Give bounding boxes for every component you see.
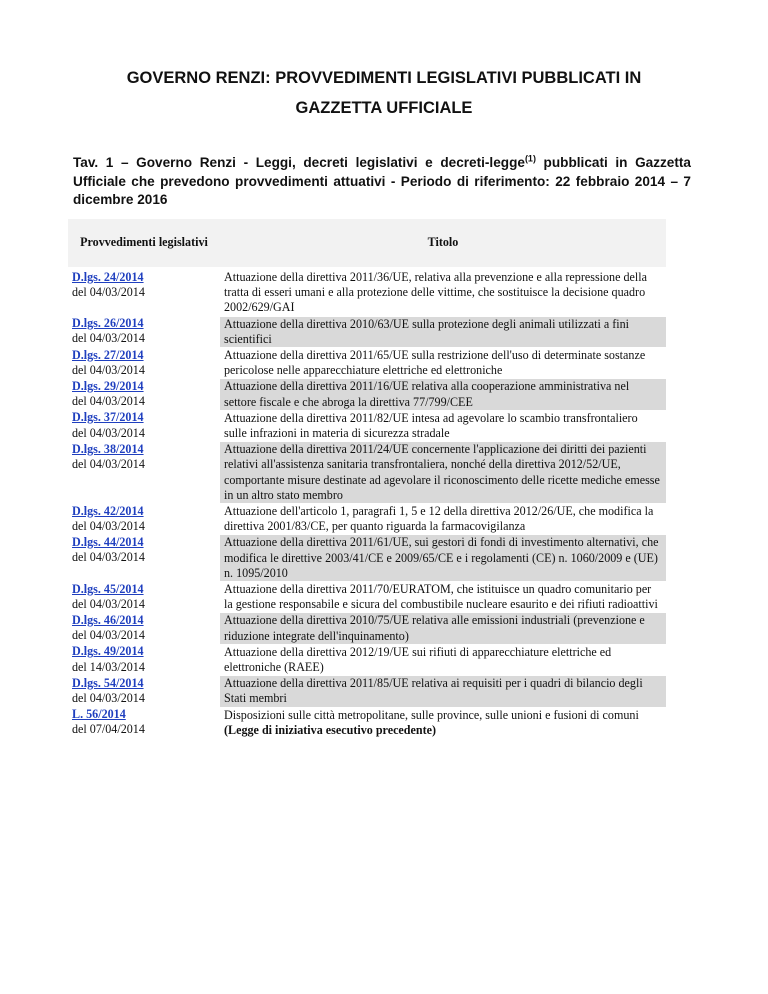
titolo-cell xyxy=(220,504,666,535)
titolo-cell xyxy=(220,535,666,582)
table-caption xyxy=(73,154,691,210)
provvedimento-cell xyxy=(68,442,220,504)
provvedimento-link[interactable]: D.lgs. 27/2014 xyxy=(72,347,144,362)
provvedimento-cell xyxy=(68,707,220,738)
caption-footnote-ref: (1) xyxy=(524,153,536,164)
titolo-cell xyxy=(220,613,666,644)
provvedimento-date: del 04/03/2014 xyxy=(72,456,145,471)
provvedimento-cell xyxy=(68,504,220,535)
titolo-cell xyxy=(220,269,666,317)
provvedimento-cell xyxy=(68,379,220,410)
provvedimento-cell xyxy=(68,269,220,317)
table-row xyxy=(68,676,666,707)
provvedimento-date: del 04/03/2014 xyxy=(72,425,145,440)
table-row xyxy=(68,504,666,535)
provvedimento-link[interactable]: D.lgs. 44/2014 xyxy=(72,534,144,549)
table-body xyxy=(68,269,666,739)
titolo-text: Attuazione della direttiva 2011/65/UE sulla restrizione dell'uso di determinate sostanze pericolose nelle apparecchiature elettriche ed elettroniche xyxy=(224,348,646,378)
titolo-cell xyxy=(220,348,666,379)
table-row xyxy=(68,269,666,317)
provvedimenti-table xyxy=(68,219,666,739)
titolo-text: Attuazione della direttiva 2011/16/UE relativa alla cooperazione amministrativa nel settore fiscale e che abroga la direttiva 77/799/CEE xyxy=(224,379,630,409)
provvedimento-cell xyxy=(68,410,220,441)
provvedimento-cell xyxy=(68,535,220,582)
provvedimento-link[interactable]: D.lgs. 45/2014 xyxy=(72,581,144,596)
column-header-titolo: Titolo xyxy=(220,219,666,269)
titolo-text: Attuazione della direttiva 2010/63/UE sulla protezione degli animali utilizzati a fini scientifici xyxy=(224,316,630,346)
caption-text-1: Tav. 1 – Governo Renzi - Leggi, decreti legislativi e decreti-legge xyxy=(73,155,525,170)
provvedimento-date: del 04/03/2014 xyxy=(72,518,145,533)
provvedimento-date: del 07/04/2014 xyxy=(72,722,145,737)
provvedimento-date: del 04/03/2014 xyxy=(72,331,145,346)
column-header-provvedimenti: Provvedimenti legislativi xyxy=(68,219,220,269)
provvedimento-cell xyxy=(68,676,220,707)
titolo-text: Disposizioni sulle città metropolitane, sulle province, sulle unioni e fusioni di comuni xyxy=(224,707,639,722)
page-title xyxy=(60,63,708,123)
table-row xyxy=(68,535,666,582)
provvedimento-link[interactable]: D.lgs. 26/2014 xyxy=(72,316,144,331)
table-row xyxy=(68,582,666,613)
titolo-cell xyxy=(220,676,666,707)
titolo-cell xyxy=(220,379,666,410)
page-title-line-2: GAZZETTA UFFICIALE xyxy=(295,99,473,117)
titolo-text: Attuazione dell'articolo 1, paragrafi 1, 5 e 12 della direttiva 2012/26/UE, che modifica la direttiva 2001/83/CE, per quanto riguarda la farmacovigilanza xyxy=(224,504,654,534)
table-row xyxy=(68,442,666,504)
table-row xyxy=(68,348,666,379)
provvedimento-date: del 04/03/2014 xyxy=(72,550,145,565)
provvedimento-link[interactable]: D.lgs. 24/2014 xyxy=(72,270,144,284)
page-title-line-1: GOVERNO RENZI: PROVVEDIMENTI LEGISLATIVI PUBBLICATI IN xyxy=(126,69,642,87)
provvedimento-cell xyxy=(68,348,220,379)
titolo-text: Attuazione della direttiva 2011/82/UE intesa ad agevolare lo scambio transfrontaliero sulle infrazioni in materia di sicurezza stradale xyxy=(224,410,638,441)
table-row xyxy=(68,379,666,410)
titolo-cell xyxy=(220,644,666,675)
titolo-note: (Legge di iniziativa esecutivo precedente) xyxy=(224,722,437,737)
table-row xyxy=(68,707,666,738)
provvedimento-link[interactable]: D.lgs. 42/2014 xyxy=(72,503,144,518)
caption-text-2: pubblicati in Gazzetta Ufficiale che prevedono provvedimenti attuativi - Periodo di riferimento: 22 febbraio 2014 – 7 dicembre 2016 xyxy=(73,155,691,207)
titolo-cell xyxy=(220,410,666,441)
titolo-text: Attuazione della direttiva 2010/75/UE relativa alle emissioni industriali (prevenzione e riduzione integrate dell'inquinamento) xyxy=(224,613,645,643)
titolo-text: Attuazione della direttiva 2012/19/UE sui rifiuti di apparecchiature elettriche ed elettroniche (RAEE) xyxy=(224,644,612,675)
provvedimento-date: del 14/03/2014 xyxy=(72,659,145,674)
provvedimento-link[interactable]: D.lgs. 29/2014 xyxy=(72,378,144,393)
titolo-cell xyxy=(220,707,666,738)
provvedimento-cell xyxy=(68,644,220,675)
provvedimento-link[interactable]: D.lgs. 54/2014 xyxy=(72,675,144,690)
titolo-text: Attuazione della direttiva 2011/61/UE, sui gestori di fondi di investimento alternativi, che modifica le direttive 2003/41/CE e 2009/65/CE e i regolamenti (CE) n. 1060/2009 e (UE) n. 1095/2010 xyxy=(224,535,659,580)
provvedimento-link[interactable]: D.lgs. 46/2014 xyxy=(72,612,144,627)
provvedimento-date: del 04/03/2014 xyxy=(72,362,145,377)
titolo-text: Attuazione della direttiva 2011/70/EURATOM, che istituisce un quadro comunitario per la gestione responsabile e sicura del combustibile nucleare esaurito e dei rifiuti radioattivi xyxy=(224,582,658,612)
provvedimento-link[interactable]: L. 56/2014 xyxy=(72,707,126,722)
provvedimento-link[interactable]: D.lgs. 38/2014 xyxy=(72,441,144,456)
table-header-row xyxy=(68,219,666,269)
provvedimento-date: del 04/03/2014 xyxy=(72,394,145,409)
provvedimento-date: del 04/03/2014 xyxy=(72,690,145,705)
provvedimento-date: del 04/03/2014 xyxy=(72,596,145,611)
table-row xyxy=(68,316,666,347)
titolo-cell xyxy=(220,316,666,347)
provvedimento-link[interactable]: D.lgs. 49/2014 xyxy=(72,644,144,659)
table-row xyxy=(68,644,666,675)
provvedimento-date: del 04/03/2014 xyxy=(72,285,145,300)
titolo-text: Attuazione della direttiva 2011/85/UE relativa ai requisiti per i quadri di bilancio degli Stati membri xyxy=(224,676,643,706)
table-row xyxy=(68,410,666,441)
titolo-text: Attuazione della direttiva 2011/36/UE, relativa alla prevenzione e alla repressione della tratta di esseri umani e alla protezione delle vittime, che sostituisce la decisione quadro 2002/629/GAI xyxy=(224,270,647,315)
provvedimento-link[interactable]: D.lgs. 37/2014 xyxy=(72,410,144,425)
titolo-cell xyxy=(220,582,666,613)
provvedimento-cell xyxy=(68,582,220,613)
provvedimento-date: del 04/03/2014 xyxy=(72,628,145,643)
provvedimento-cell xyxy=(68,613,220,644)
titolo-cell xyxy=(220,442,666,504)
titolo-text: Attuazione della direttiva 2011/24/UE concernente l'applicazione dei diritti dei pazienti relativi all'assistenza sanitaria transfrontaliera, nonché della direttiva 2012/52/UE, comportante misure destinate ad agevolare il riconoscimento delle ricette mediche emesse in un altro stato membro xyxy=(224,442,660,502)
provvedimento-cell xyxy=(68,316,220,347)
table-row xyxy=(68,613,666,644)
